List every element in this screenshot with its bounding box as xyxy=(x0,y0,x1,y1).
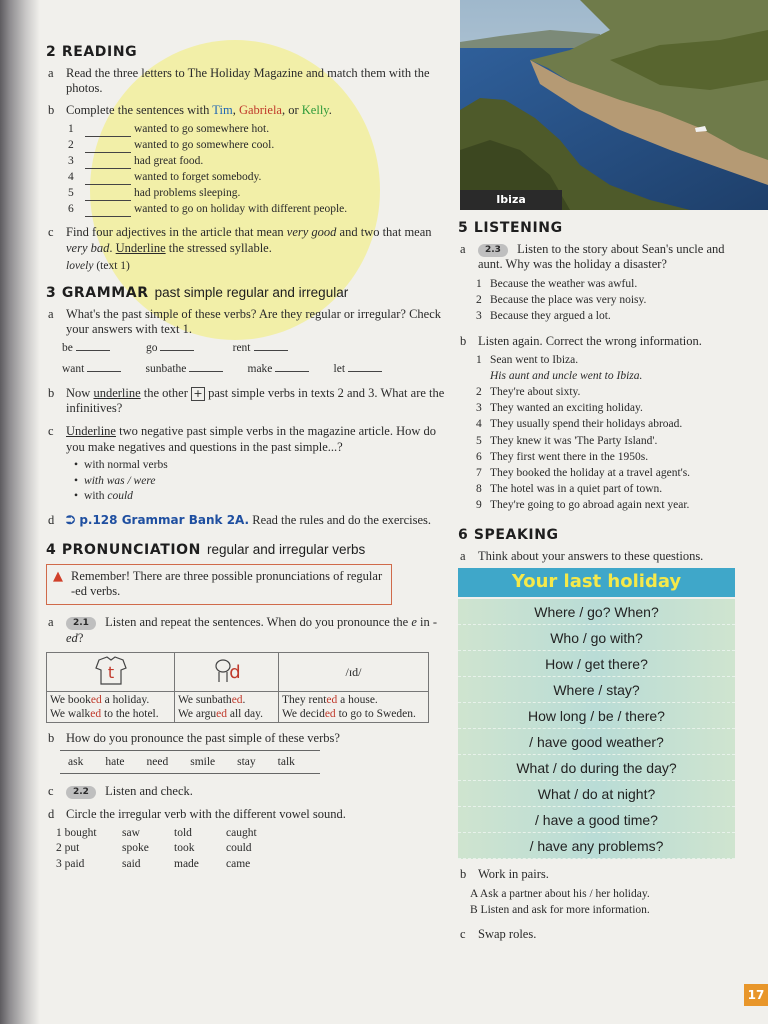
list-item: 2 wanted to go somewhere cool. xyxy=(68,137,446,153)
vowel-sound-grid: 1 bought saw told caught 2 put spoke took could 3 paid said made came xyxy=(56,826,257,870)
question-row: / have any problems? xyxy=(458,833,735,859)
list-item: smile xyxy=(190,756,216,769)
answer-blank[interactable] xyxy=(85,121,131,137)
list-item: His aunt and uncle went to Ibiza. xyxy=(490,370,643,383)
answer-blank[interactable] xyxy=(275,371,309,372)
sentence-cell: They rented a house. We decided to go to Sweden. xyxy=(279,691,429,722)
audio-track-badge[interactable]: 2.2 xyxy=(66,786,96,799)
list-item: ask xyxy=(68,756,84,769)
list-item: 3 Because they argued a lot. xyxy=(476,309,611,322)
name-tim: Tim xyxy=(212,102,233,117)
id-sound-label: /ɪd/ xyxy=(279,652,429,691)
answer-blank[interactable] xyxy=(85,169,131,185)
question-row: Where / stay? xyxy=(458,677,735,703)
list-item: 4 They usually spend their holidays abroad. xyxy=(476,418,683,431)
speaking-c: c Swap roles. xyxy=(460,926,537,941)
list-item: 8 The hotel was in a quiet part of town. xyxy=(476,482,663,495)
list-item: • with could xyxy=(74,489,446,505)
reading-a: a Read the three letters to The Holiday Magazine and match them with the photos. xyxy=(48,66,430,96)
list-item: 2 They're about sixty. xyxy=(476,386,581,399)
reading-c: c Find four adjectives in the article that mean very good and two that mean very bad. Underline the stressed syllable. xyxy=(48,225,432,255)
photo-caption: Ibiza xyxy=(460,190,562,210)
name-kelly: Kelly xyxy=(301,102,329,117)
answer-blank[interactable] xyxy=(189,371,223,372)
verbs-row-2: want sunbathe make let xyxy=(46,361,446,376)
question-row: What / do at night? xyxy=(458,781,735,807)
listening-b-list xyxy=(458,352,748,513)
sentence-cell: We sunbathed. We argued all day. xyxy=(175,691,279,722)
list-item: 1 Because the weather was awful. xyxy=(476,277,638,290)
coastline-image xyxy=(460,0,768,210)
grammar-d: d ⮊ p.128 Grammar Bank 2A. Read the rules and do the exercises. xyxy=(48,512,432,527)
grammar-c: c Underline two negative past simple verbs in the magazine article. How do you make negatives and questions in the past simple...? xyxy=(48,424,437,454)
question-row: Who / go with? xyxy=(458,625,735,651)
remember-box: ▲ Remember! There are three possible pronunciations of regular -ed verbs. xyxy=(46,564,392,606)
reading-b-list xyxy=(46,121,446,218)
grammar-bank-link[interactable]: ⮊ p.128 Grammar Bank 2A. xyxy=(66,512,250,527)
list-item: need xyxy=(146,756,169,769)
listening-heading: 5 LISTENING xyxy=(458,220,563,236)
dog-icon xyxy=(175,652,279,691)
pronunciation-b: b How do you pronounce the past simple of these verbs? xyxy=(48,730,340,745)
name-gabriela: Gabriela xyxy=(238,102,282,117)
list-item: 3 They wanted an exciting holiday. xyxy=(476,402,643,415)
grammar-c-bullets xyxy=(46,458,446,505)
listening-b: b Listen again. Correct the wrong information. xyxy=(460,333,702,348)
pronunciation-a: a 2.1 Listen and repeat the sentences. When do you pronounce the e in -ed? xyxy=(48,615,438,645)
question-row: Where / go? When? xyxy=(458,599,735,625)
answer-blank[interactable] xyxy=(160,350,194,351)
list-item: 1 Sean went to Ibiza. xyxy=(476,354,579,367)
pronunciation-d: d Circle the irregular verb with the different vowel sound. xyxy=(48,807,346,822)
speaking-b-roles xyxy=(458,886,748,919)
left-column xyxy=(46,42,446,872)
answer-blank[interactable] xyxy=(85,201,131,217)
plus-icon: + xyxy=(191,387,205,401)
reading-heading: 2 READING xyxy=(46,44,138,60)
warning-icon: ▲ xyxy=(53,568,63,584)
verbs-row-1: be go rent xyxy=(46,340,446,355)
list-item: • with was / were xyxy=(74,474,446,490)
role-b: B Listen and ask for more information. xyxy=(470,904,650,917)
list-item: stay xyxy=(237,756,256,769)
pronunciation-heading: 4 PRONUNCIATION regular and irregular verbs xyxy=(46,541,366,558)
reading-b: b Complete the sentences with Tim, Gabriela, or Kelly. xyxy=(48,102,332,117)
listening-a-options xyxy=(458,276,748,324)
answer-blank[interactable] xyxy=(348,371,382,372)
list-item: 5 had problems sleeping. xyxy=(68,185,446,201)
role-a: A Ask a partner about his / her holiday. xyxy=(470,887,650,900)
list-item: 3 had great food. xyxy=(68,153,446,169)
question-row: What / do during the day? xyxy=(458,755,735,781)
audio-track-badge[interactable]: 2.1 xyxy=(66,617,96,630)
grammar-b: b Now underline the other + past simple verbs in texts 2 and 3. What are the infinitives? xyxy=(48,385,445,416)
question-row: How / get there? xyxy=(458,651,735,677)
list-item: • with normal verbs xyxy=(74,458,446,474)
list-item: 4 wanted to forget somebody. xyxy=(68,169,446,185)
sentence-cell: We booked a holiday. We walked to the hotel. xyxy=(47,691,175,722)
grammar-a: a What's the past simple of these verbs? Are they regular or irregular? Check your answers with text 1. xyxy=(48,306,442,337)
right-column xyxy=(458,218,748,945)
book-spine-shadow xyxy=(0,0,40,1024)
reading-c-example: lovely (text 1) xyxy=(66,259,130,272)
svg-text:t: t xyxy=(107,662,114,682)
verb-word-list xyxy=(60,750,320,774)
list-item: 9 They're going to go abroad again next year. xyxy=(476,498,690,511)
answer-blank[interactable] xyxy=(85,153,131,169)
svg-text:d: d xyxy=(228,661,241,683)
question-row: / have a good time? xyxy=(458,807,735,833)
list-item: 6 wanted to go on holiday with different people. xyxy=(68,201,446,217)
pronunciation-c: c 2.2 Listen and check. xyxy=(48,784,193,799)
grammar-heading: 3 GRAMMAR past simple regular and irregular xyxy=(46,284,349,301)
your-last-holiday-box xyxy=(458,568,735,859)
list-item: 5 They knew it was 'The Party Island'. xyxy=(476,434,658,447)
answer-blank[interactable] xyxy=(87,371,121,372)
page-number: 17 xyxy=(744,984,768,1006)
listening-a: a 2.3 Listen to the story about Sean's uncle and aunt. Why was the holiday a disaster? xyxy=(460,242,725,272)
speaking-heading: 6 SPEAKING xyxy=(458,527,559,544)
list-item: 1 wanted to go somewhere hot. xyxy=(68,121,446,137)
list-item: 7 They booked the holiday at a travel agent's. xyxy=(476,466,691,479)
question-row: / have good weather? xyxy=(458,729,735,755)
sounds-table xyxy=(46,652,429,723)
question-row: How long / be / there? xyxy=(458,703,735,729)
answer-blank[interactable] xyxy=(85,185,131,201)
answer-blank[interactable] xyxy=(85,137,131,153)
speaking-b: b Work in pairs. xyxy=(460,867,549,882)
audio-track-badge[interactable]: 2.3 xyxy=(478,244,508,257)
list-item: talk xyxy=(277,756,295,769)
tie-icon xyxy=(47,652,175,691)
ibiza-photo xyxy=(460,0,768,210)
holiday-box-title: Your last holiday xyxy=(458,568,735,597)
answer-blank[interactable] xyxy=(254,350,288,351)
arrow-circle-icon: ⮊ xyxy=(66,512,76,527)
list-item: hate xyxy=(105,756,125,769)
list-item: 6 They first went there in the 1950s. xyxy=(476,450,649,463)
answer-blank[interactable] xyxy=(76,350,110,351)
speaking-a: a Think about your answers to these questions. xyxy=(460,549,704,564)
list-item: 2 Because the place was very noisy. xyxy=(476,293,647,306)
